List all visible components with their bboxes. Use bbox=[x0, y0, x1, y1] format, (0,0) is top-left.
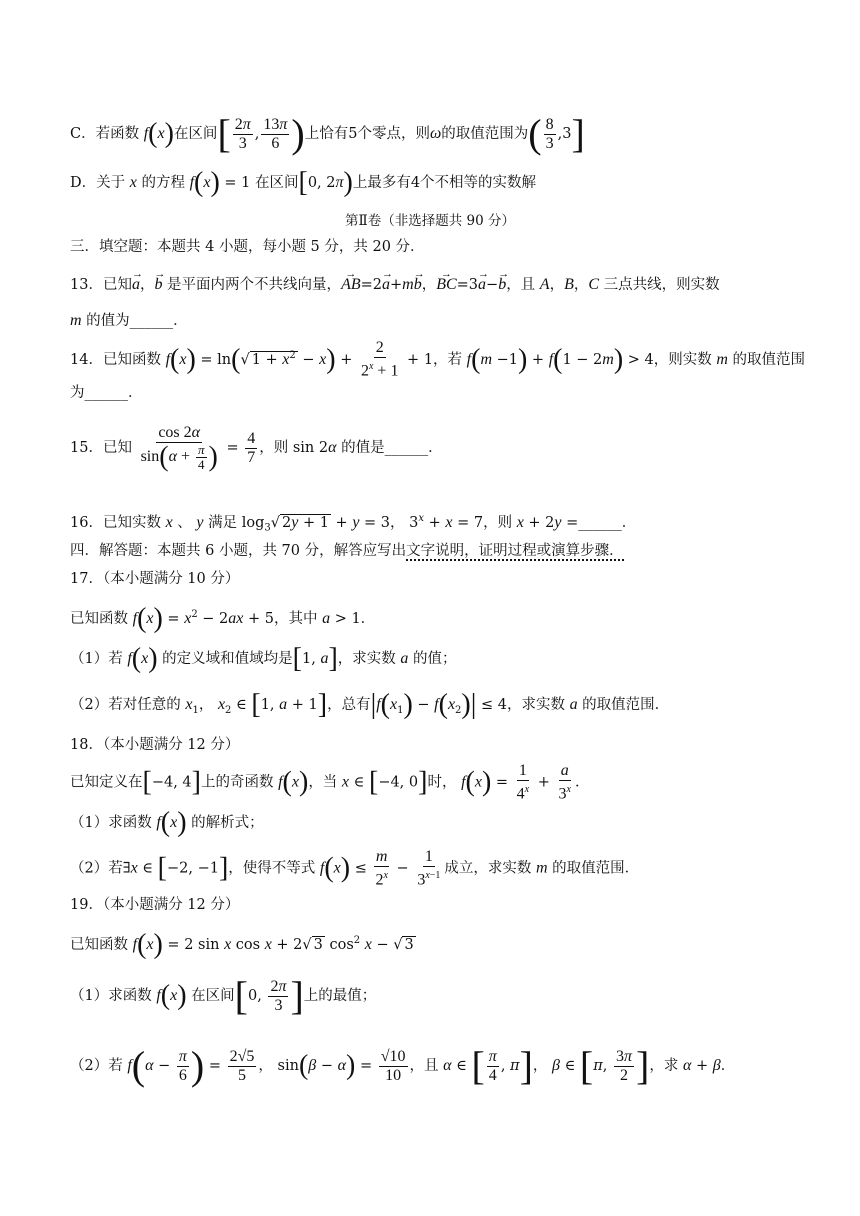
question-18-title: 18．（本小题满分 12 分） bbox=[70, 737, 240, 753]
question-19-stem: 已知函数 f(x) = 2 sin x cos x + 2√ 3 $\cos^2 x$ − √ 3 bbox=[70, 928, 414, 960]
part-4-heading-a: 四．解答题：本题共 6 小题，共 70 分，解答应写出 bbox=[70, 543, 407, 559]
section-title: 第Ⅱ卷（非选择题共 90 分） bbox=[345, 213, 515, 229]
option-c-text: C．若函数 f(x)在区间[ $\frac{2\pi}{3}$ , $\frac{13\pi}{6}$ )上恰有5个零点，则ω的取值范围为( $\frac{8}{3}$ ,3] bbox=[70, 111, 585, 156]
question-18-part2: （2）若∃x ∈ [−2, −1]，使得不等式 f(x) ≤ $\frac{m}{2^x}$ − $\frac{1}{3^{x-1}}$ 成立，求实数 m 的取值范围． bbox=[70, 848, 640, 889]
part-4-heading-b: 文字说明，证明过程或演算步骤． bbox=[406, 543, 624, 559]
option-c bbox=[70, 111, 790, 156]
question-19-title: 19．（本小题满分 12 分） bbox=[70, 897, 240, 913]
question-15: 15．已知 cos 2α sin(α + $\frac{\pi}{4}$ ) = $\frac{4}{7}$ ，则 sin 2α 的值是______． bbox=[70, 424, 443, 473]
option-d: D．关于 x 的方程 f(x) = 1 在区间[0, 2π)上最多有4个不相等的实数解 bbox=[70, 167, 537, 198]
question-14-line2: 为______． bbox=[70, 385, 143, 401]
question-14-line1: 14．已知函数 f(x) = ln(√ $1 + x^2 - x$) + $\frac{2}{2^x + 1}$ + 1，若 f(m −1) + f(1 − 2m) > 4，则实数 m 的取值范围 bbox=[70, 339, 806, 380]
question-19-part1: （1）求函数 f(x) 在区间[0, $\frac{2\pi}{3}$ ]上的最值； bbox=[70, 973, 377, 1018]
question-18-part1: （1）求函数 f(x) 的解析式； bbox=[70, 807, 264, 838]
question-17-part2: （2）若对任意的 $x_1$， $x_2$ ∈ [1, a + 1]，总有$|f(x_1) - f(x_2)| \le 4$，求实数 a 的取值范围． bbox=[70, 689, 670, 720]
question-18-stem: 已知定义在[−4, 4]上的奇函数 f(x)，当 x ∈ [−4, 0]时， f(x) = $\frac{1}{4^x}$ + $\frac{a}{3^x}$ ． bbox=[70, 762, 590, 803]
question-16: 16．已知实数 x 、 y 满足 $\log_3√$ 2y + 1 + y = 3， $3^x + x = 7$，则 x + 2y =______． bbox=[70, 513, 637, 534]
question-13-line2: m 的值为______． bbox=[70, 312, 188, 329]
question-17-stem: 已知函数 $f(x) = x^2 - 2ax + 5$，其中 a > 1． bbox=[70, 602, 376, 634]
question-13-line1: 13．已知→ a，→ b 是平面内两个不共线向量，→ AB=2→ a+m→ b，→ BC=3→ a−→ b，且 A，B，C 三点共线，则实数 bbox=[70, 274, 790, 296]
question-17-title: 17．（本小题满分 10 分） bbox=[70, 571, 240, 587]
part-3-heading: 三．填空题：本题共 4 小题，每小题 5 分，共 20 分． bbox=[70, 239, 425, 255]
question-17-part1: （1）若 f(x) 的定义域和值域均是[1, a]，求实数 a 的值； bbox=[70, 643, 457, 674]
question-19-part2: （2）若 f(α − $\frac{\pi}{6}$ ) = $\frac{2√5}{5}$ ， sin(β − α) = $\frac{√10}{10}$ ，且 α ∈ [ $\frac{\pi}{4}$ , π]， β ∈ [π, $\frac{3\pi}{2}$ ]，求 α + β． bbox=[70, 1043, 736, 1088]
part-4-heading bbox=[70, 540, 790, 562]
